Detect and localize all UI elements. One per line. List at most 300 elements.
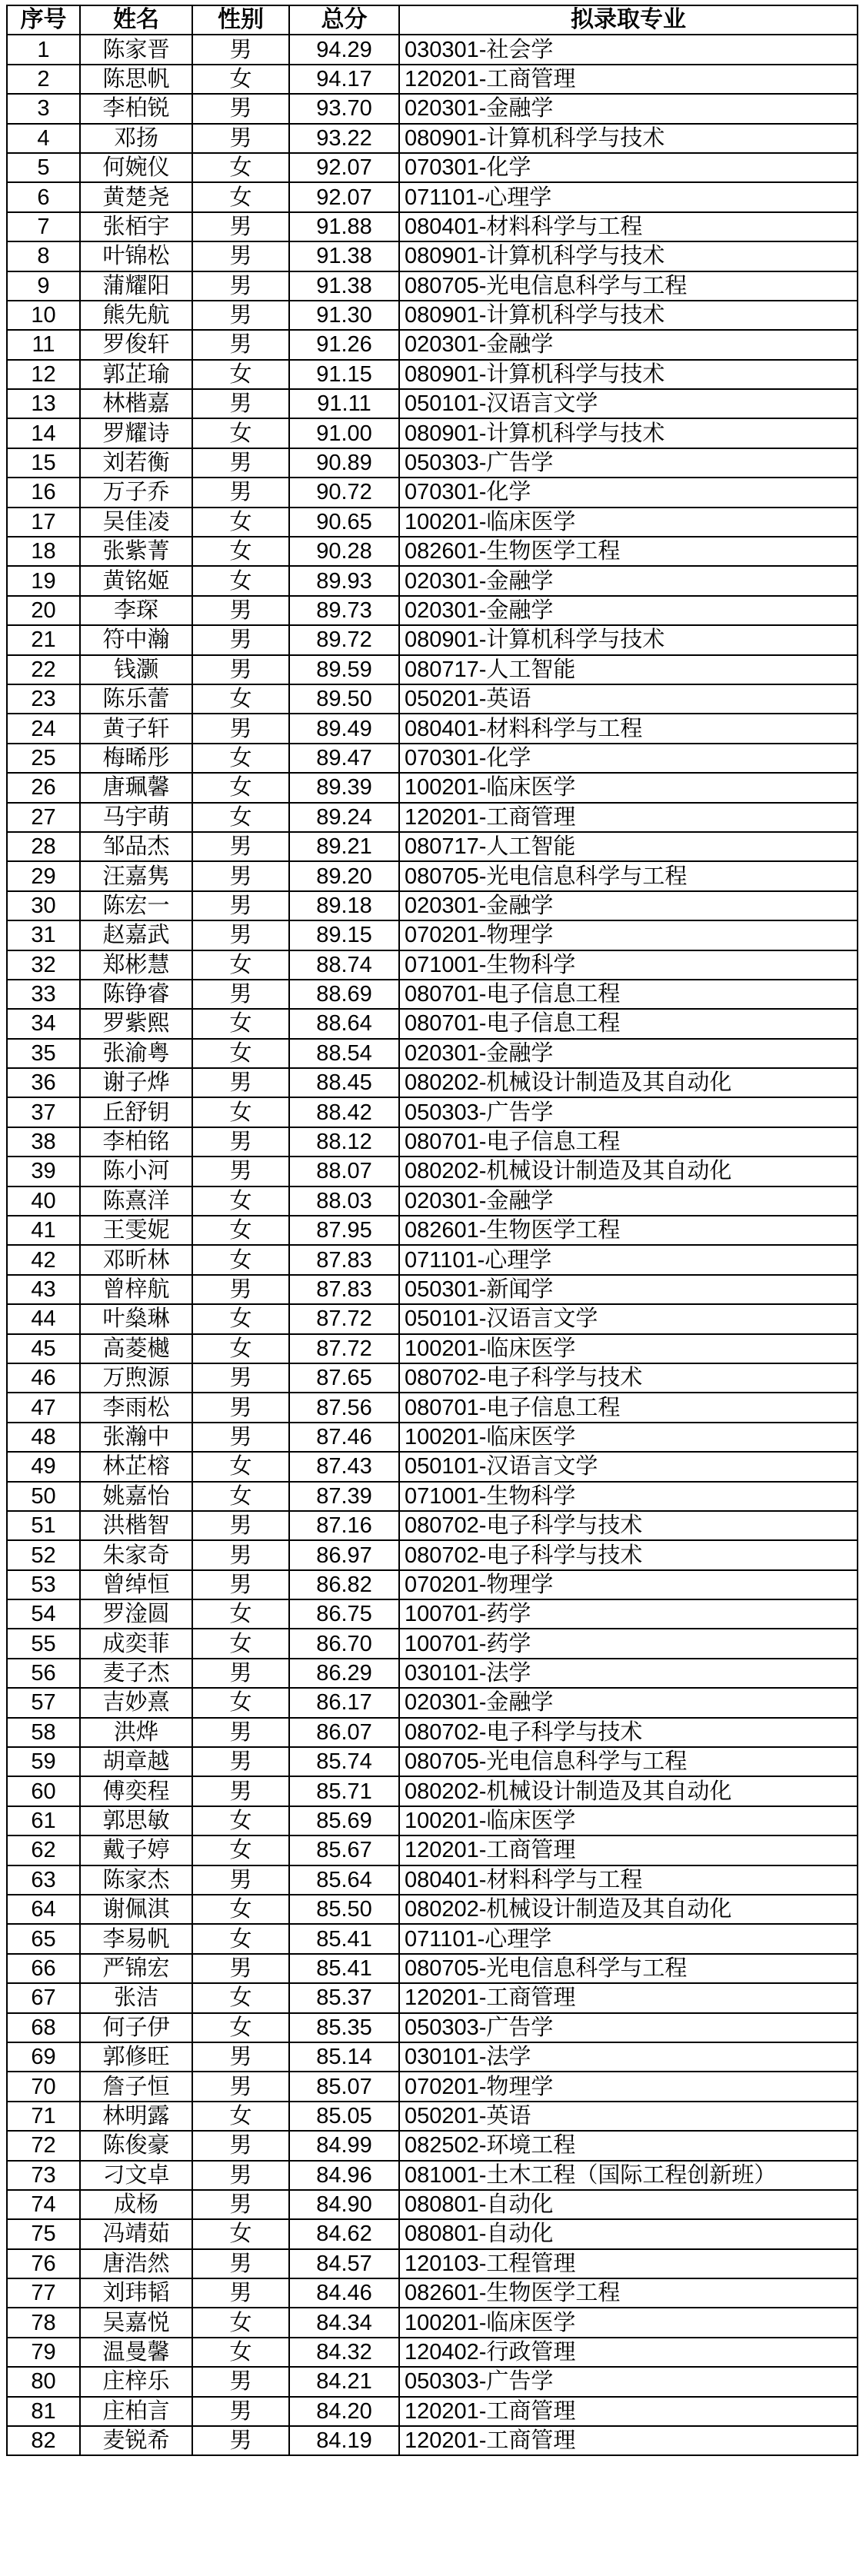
cell-name: 梅晞彤: [80, 744, 192, 773]
cell-name: 黄铭姬: [80, 566, 192, 595]
cell-serial-no: 34: [7, 1009, 80, 1038]
cell-serial-no: 3: [7, 94, 80, 123]
cell-total-score: 88.03: [289, 1186, 399, 1216]
cell-gender: 男: [192, 1570, 289, 1599]
table-row: [7, 418, 858, 448]
cell-total-score: 89.72: [289, 625, 399, 654]
cell-total-score: 87.83: [289, 1275, 399, 1304]
cell-admitted-major: 050301-新闻学: [399, 1275, 858, 1304]
cell-name: 张洁: [80, 1983, 192, 2012]
cell-name: 姚嘉怡: [80, 1482, 192, 1511]
cell-admitted-major: 080701-电子信息工程: [399, 980, 858, 1009]
cell-name: 陈家杰: [80, 1865, 192, 1895]
table-row: [7, 1216, 858, 1245]
cell-admitted-major: 070301-化学: [399, 744, 858, 773]
cell-total-score: 87.83: [289, 1245, 399, 1274]
cell-gender: 女: [192, 1835, 289, 1865]
cell-total-score: 87.39: [289, 1482, 399, 1511]
cell-total-score: 84.46: [289, 2278, 399, 2308]
table-row: [7, 2131, 858, 2160]
cell-total-score: 92.07: [289, 182, 399, 211]
cell-name: 陈铮睿: [80, 980, 192, 1009]
cell-gender: 男: [192, 2042, 289, 2072]
cell-admitted-major: 071001-生物科学: [399, 1482, 858, 1511]
cell-serial-no: 35: [7, 1039, 80, 1068]
table-row: [7, 1688, 858, 1717]
cell-serial-no: 50: [7, 1482, 80, 1511]
cell-admitted-major: 080717-人工智能: [399, 832, 858, 861]
cell-name: 汪嘉隽: [80, 861, 192, 890]
cell-total-score: 86.17: [289, 1688, 399, 1717]
cell-total-score: 91.26: [289, 330, 399, 359]
cell-admitted-major: 120201-工商管理: [399, 2426, 858, 2455]
table-row: [7, 1097, 858, 1127]
header-gender: 性别: [192, 5, 289, 35]
cell-serial-no: 31: [7, 920, 80, 950]
cell-name: 罗淦圆: [80, 1599, 192, 1629]
cell-gender: 男: [192, 94, 289, 123]
cell-name: 张紫菁: [80, 537, 192, 566]
cell-gender: 女: [192, 773, 289, 802]
cell-gender: 男: [192, 241, 289, 271]
cell-gender: 女: [192, 508, 289, 537]
cell-serial-no: 69: [7, 2042, 80, 2072]
cell-serial-no: 11: [7, 330, 80, 359]
cell-serial-no: 63: [7, 1865, 80, 1895]
cell-name: 陈宏一: [80, 891, 192, 920]
table-row: [7, 1806, 858, 1835]
cell-serial-no: 28: [7, 832, 80, 861]
cell-admitted-major: 020301-金融学: [399, 94, 858, 123]
cell-admitted-major: 120201-工商管理: [399, 2397, 858, 2426]
cell-total-score: 87.43: [289, 1452, 399, 1481]
table-row: [7, 1835, 858, 1865]
cell-gender: 男: [192, 2278, 289, 2308]
cell-admitted-major: 050101-汉语言文学: [399, 389, 858, 418]
cell-name: 黄子轩: [80, 714, 192, 743]
cell-gender: 男: [192, 2426, 289, 2455]
cell-total-score: 90.89: [289, 448, 399, 478]
cell-total-score: 85.69: [289, 1806, 399, 1835]
admission-list-sheet: [6, 5, 858, 2456]
cell-admitted-major: 080401-材料科学与工程: [399, 714, 858, 743]
cell-admitted-major: 050303-广告学: [399, 2367, 858, 2396]
table-row: [7, 2338, 858, 2367]
cell-name: 罗紫熙: [80, 1009, 192, 1038]
table-row: [7, 301, 858, 330]
cell-total-score: 88.07: [289, 1157, 399, 1186]
cell-serial-no: 59: [7, 1747, 80, 1776]
cell-gender: 男: [192, 2131, 289, 2160]
cell-serial-no: 2: [7, 65, 80, 94]
cell-serial-no: 9: [7, 271, 80, 301]
cell-serial-no: 37: [7, 1097, 80, 1127]
cell-admitted-major: 080901-计算机科学与技术: [399, 301, 858, 330]
cell-admitted-major: 080801-自动化: [399, 2219, 858, 2248]
cell-admitted-major: 100201-临床医学: [399, 773, 858, 802]
cell-total-score: 91.00: [289, 418, 399, 448]
cell-total-score: 85.35: [289, 2013, 399, 2042]
cell-serial-no: 32: [7, 950, 80, 980]
cell-total-score: 87.46: [289, 1423, 399, 1452]
cell-gender: 女: [192, 2013, 289, 2042]
cell-gender: 女: [192, 1629, 289, 1658]
cell-total-score: 92.07: [289, 153, 399, 182]
cell-name: 刘玮韬: [80, 2278, 192, 2308]
table-row: [7, 1954, 858, 1983]
cell-total-score: 87.65: [289, 1363, 399, 1393]
cell-total-score: 84.20: [289, 2397, 399, 2426]
cell-admitted-major: 071001-生物科学: [399, 950, 858, 980]
cell-serial-no: 58: [7, 1718, 80, 1747]
cell-serial-no: 39: [7, 1157, 80, 1186]
cell-gender: 男: [192, 212, 289, 241]
cell-name: 李柏铭: [80, 1127, 192, 1157]
table-row: [7, 1304, 858, 1333]
cell-total-score: 88.12: [289, 1127, 399, 1157]
cell-total-score: 88.64: [289, 1009, 399, 1038]
cell-gender: 男: [192, 1511, 289, 1540]
cell-serial-no: 57: [7, 1688, 80, 1717]
cell-total-score: 89.49: [289, 714, 399, 743]
cell-gender: 女: [192, 2219, 289, 2248]
cell-admitted-major: 100701-药学: [399, 1599, 858, 1629]
cell-gender: 男: [192, 1275, 289, 1304]
cell-admitted-major: 020301-金融学: [399, 1688, 858, 1717]
cell-total-score: 89.47: [289, 744, 399, 773]
cell-gender: 男: [192, 2190, 289, 2219]
cell-name: 李柏锐: [80, 94, 192, 123]
cell-name: 庄柏言: [80, 2397, 192, 2426]
table-row: [7, 1245, 858, 1274]
cell-serial-no: 65: [7, 1924, 80, 1953]
table-row: [7, 2219, 858, 2248]
cell-gender: 女: [192, 153, 289, 182]
cell-total-score: 85.14: [289, 2042, 399, 2072]
cell-total-score: 91.88: [289, 212, 399, 241]
table-row: [7, 1718, 858, 1747]
table-row: [7, 2367, 858, 2396]
cell-name: 叶锦松: [80, 241, 192, 271]
cell-gender: 女: [192, 1482, 289, 1511]
cell-name: 陈家晋: [80, 35, 192, 64]
cell-name: 叶燊琳: [80, 1304, 192, 1333]
table-row: [7, 1865, 858, 1895]
table-row: [7, 1393, 858, 1422]
cell-total-score: 84.19: [289, 2426, 399, 2455]
cell-serial-no: 29: [7, 861, 80, 890]
cell-serial-no: 47: [7, 1393, 80, 1422]
cell-total-score: 86.29: [289, 1659, 399, 1688]
cell-total-score: 88.54: [289, 1039, 399, 1068]
cell-name: 冯靖茹: [80, 2219, 192, 2248]
cell-name: 詹子恒: [80, 2072, 192, 2101]
cell-serial-no: 74: [7, 2190, 80, 2219]
cell-gender: 女: [192, 950, 289, 980]
table-row: [7, 1157, 858, 1186]
cell-gender: 男: [192, 596, 289, 625]
table-row: [7, 35, 858, 64]
cell-name: 罗耀诗: [80, 418, 192, 448]
table-row: [7, 2308, 858, 2337]
cell-gender: 男: [192, 920, 289, 950]
cell-admitted-major: 020301-金融学: [399, 596, 858, 625]
table-row: [7, 891, 858, 920]
table-row: [7, 1540, 858, 1569]
cell-serial-no: 56: [7, 1659, 80, 1688]
cell-name: 刘若衡: [80, 448, 192, 478]
cell-admitted-major: 080901-计算机科学与技术: [399, 625, 858, 654]
table-row: [7, 2161, 858, 2190]
cell-total-score: 84.34: [289, 2308, 399, 2337]
cell-total-score: 91.30: [289, 301, 399, 330]
cell-gender: 男: [192, 1865, 289, 1895]
cell-name: 麦锐希: [80, 2426, 192, 2455]
cell-total-score: 84.96: [289, 2161, 399, 2190]
cell-admitted-major: 100201-临床医学: [399, 1806, 858, 1835]
cell-serial-no: 26: [7, 773, 80, 802]
cell-admitted-major: 080702-电子科学与技术: [399, 1511, 858, 1540]
cell-name: 符中瀚: [80, 625, 192, 654]
cell-name: 陈小河: [80, 1157, 192, 1186]
cell-total-score: 91.38: [289, 241, 399, 271]
table-row: [7, 920, 858, 950]
table-row: [7, 566, 858, 595]
cell-gender: 男: [192, 124, 289, 153]
cell-total-score: 89.15: [289, 920, 399, 950]
cell-gender: 女: [192, 1806, 289, 1835]
cell-gender: 男: [192, 330, 289, 359]
cell-total-score: 93.70: [289, 94, 399, 123]
cell-serial-no: 79: [7, 2338, 80, 2367]
cell-name: 邓昕林: [80, 1245, 192, 1274]
cell-serial-no: 21: [7, 625, 80, 654]
cell-admitted-major: 100201-临床医学: [399, 1423, 858, 1452]
table-row: [7, 744, 858, 773]
table-row: [7, 537, 858, 566]
cell-serial-no: 43: [7, 1275, 80, 1304]
cell-serial-no: 22: [7, 655, 80, 684]
cell-admitted-major: 080705-光电信息科学与工程: [399, 271, 858, 301]
cell-name: 洪楷智: [80, 1511, 192, 1540]
cell-serial-no: 61: [7, 1806, 80, 1835]
cell-serial-no: 49: [7, 1452, 80, 1481]
cell-total-score: 90.65: [289, 508, 399, 537]
cell-admitted-major: 050303-广告学: [399, 1097, 858, 1127]
cell-gender: 男: [192, 1127, 289, 1157]
cell-admitted-major: 081001-土木工程（国际工程创新班）: [399, 2161, 858, 2190]
cell-total-score: 84.62: [289, 2219, 399, 2248]
cell-total-score: 88.74: [289, 950, 399, 980]
cell-serial-no: 54: [7, 1599, 80, 1629]
table-row: [7, 508, 858, 537]
cell-serial-no: 53: [7, 1570, 80, 1599]
cell-admitted-major: 100201-临床医学: [399, 1334, 858, 1363]
cell-total-score: 85.07: [289, 2072, 399, 2101]
cell-total-score: 87.95: [289, 1216, 399, 1245]
cell-total-score: 85.71: [289, 1776, 399, 1806]
table-row: [7, 2190, 858, 2219]
cell-admitted-major: 080702-电子科学与技术: [399, 1363, 858, 1393]
cell-total-score: 86.97: [289, 1540, 399, 1569]
cell-name: 麦子杰: [80, 1659, 192, 1688]
table-row: [7, 832, 858, 861]
cell-serial-no: 16: [7, 478, 80, 507]
cell-gender: 男: [192, 655, 289, 684]
cell-gender: 男: [192, 832, 289, 861]
cell-gender: 男: [192, 1393, 289, 1422]
cell-serial-no: 42: [7, 1245, 80, 1274]
cell-gender: 女: [192, 1983, 289, 2012]
cell-name: 郭芷瑜: [80, 360, 192, 389]
cell-serial-no: 30: [7, 891, 80, 920]
cell-serial-no: 62: [7, 1835, 80, 1865]
table-row: [7, 2013, 858, 2042]
cell-total-score: 89.18: [289, 891, 399, 920]
cell-gender: 男: [192, 1954, 289, 1983]
cell-admitted-major: 100201-临床医学: [399, 508, 858, 537]
cell-gender: 女: [192, 744, 289, 773]
cell-gender: 女: [192, 1599, 289, 1629]
table-row: [7, 478, 858, 507]
table-row: [7, 1452, 858, 1481]
table-row: [7, 1334, 858, 1363]
cell-gender: 男: [192, 1157, 289, 1186]
cell-admitted-major: 082502-环境工程: [399, 2131, 858, 2160]
table-row: [7, 1599, 858, 1629]
cell-gender: 男: [192, 448, 289, 478]
cell-total-score: 91.11: [289, 389, 399, 418]
cell-serial-no: 38: [7, 1127, 80, 1157]
cell-serial-no: 17: [7, 508, 80, 537]
table-row: [7, 448, 858, 478]
cell-total-score: 91.15: [289, 360, 399, 389]
cell-serial-no: 82: [7, 2426, 80, 2455]
cell-serial-no: 70: [7, 2072, 80, 2101]
cell-admitted-major: 080701-电子信息工程: [399, 1127, 858, 1157]
cell-name: 傅奕程: [80, 1776, 192, 1806]
cell-gender: 男: [192, 2367, 289, 2396]
cell-serial-no: 36: [7, 1068, 80, 1097]
cell-admitted-major: 100701-药学: [399, 1629, 858, 1658]
cell-name: 洪烨: [80, 1718, 192, 1747]
cell-serial-no: 19: [7, 566, 80, 595]
cell-admitted-major: 080702-电子科学与技术: [399, 1540, 858, 1569]
cell-name: 吴佳凌: [80, 508, 192, 537]
table-row: [7, 714, 858, 743]
cell-admitted-major: 080901-计算机科学与技术: [399, 241, 858, 271]
header-admitted-major: 拟录取专业: [399, 5, 858, 35]
cell-total-score: 88.42: [289, 1097, 399, 1127]
cell-serial-no: 7: [7, 212, 80, 241]
cell-total-score: 89.20: [289, 861, 399, 890]
table-row: [7, 241, 858, 271]
cell-total-score: 88.69: [289, 980, 399, 1009]
cell-total-score: 89.73: [289, 596, 399, 625]
cell-serial-no: 27: [7, 803, 80, 832]
cell-name: 温曼馨: [80, 2338, 192, 2367]
cell-name: 张瀚中: [80, 1423, 192, 1452]
cell-admitted-major: 070201-物理学: [399, 2072, 858, 2101]
cell-admitted-major: 080202-机械设计制造及其自动化: [399, 1157, 858, 1186]
cell-name: 郭思敏: [80, 1806, 192, 1835]
cell-gender: 女: [192, 182, 289, 211]
table-row: [7, 153, 858, 182]
cell-admitted-major: 080401-材料科学与工程: [399, 212, 858, 241]
cell-serial-no: 80: [7, 2367, 80, 2396]
cell-total-score: 84.57: [289, 2249, 399, 2278]
table-row: [7, 1423, 858, 1452]
cell-total-score: 85.37: [289, 1983, 399, 2012]
cell-gender: 女: [192, 684, 289, 714]
cell-serial-no: 14: [7, 418, 80, 448]
cell-total-score: 93.22: [289, 124, 399, 153]
cell-admitted-major: 020301-金融学: [399, 330, 858, 359]
cell-admitted-major: 082601-生物医学工程: [399, 537, 858, 566]
table-row: [7, 2278, 858, 2308]
cell-serial-no: 71: [7, 2102, 80, 2131]
cell-admitted-major: 070301-化学: [399, 478, 858, 507]
cell-admitted-major: 020301-金融学: [399, 891, 858, 920]
cell-name: 吴嘉悦: [80, 2308, 192, 2337]
cell-total-score: 89.24: [289, 803, 399, 832]
cell-total-score: 85.64: [289, 1865, 399, 1895]
cell-name: 林芷榕: [80, 1452, 192, 1481]
cell-name: 陈思帆: [80, 65, 192, 94]
cell-gender: 男: [192, 1659, 289, 1688]
cell-total-score: 87.72: [289, 1304, 399, 1333]
cell-total-score: 85.74: [289, 1747, 399, 1776]
cell-total-score: 91.38: [289, 271, 399, 301]
cell-gender: 男: [192, 625, 289, 654]
cell-gender: 男: [192, 35, 289, 64]
cell-gender: 男: [192, 1747, 289, 1776]
cell-gender: 女: [192, 1688, 289, 1717]
cell-name: 刁文卓: [80, 2161, 192, 2190]
cell-gender: 男: [192, 1540, 289, 1569]
cell-name: 李易帆: [80, 1924, 192, 1953]
cell-total-score: 89.93: [289, 566, 399, 595]
cell-serial-no: 48: [7, 1423, 80, 1452]
table-row: [7, 1776, 858, 1806]
cell-total-score: 85.05: [289, 2102, 399, 2131]
table-row: [7, 2042, 858, 2072]
header-total-score: 总分: [289, 5, 399, 35]
cell-admitted-major: 071101-心理学: [399, 1924, 858, 1953]
cell-gender: 女: [192, 2102, 289, 2131]
table-row: [7, 212, 858, 241]
cell-name: 庄梓乐: [80, 2367, 192, 2396]
table-row: [7, 596, 858, 625]
table-row: [7, 1039, 858, 1068]
cell-total-score: 88.45: [289, 1068, 399, 1097]
cell-gender: 男: [192, 1363, 289, 1393]
cell-gender: 男: [192, 1423, 289, 1452]
cell-admitted-major: 120201-工商管理: [399, 803, 858, 832]
cell-name: 丘舒钥: [80, 1097, 192, 1127]
cell-gender: 男: [192, 478, 289, 507]
cell-admitted-major: 080202-机械设计制造及其自动化: [399, 1895, 858, 1924]
cell-name: 万煦源: [80, 1363, 192, 1393]
cell-name: 高菱樾: [80, 1334, 192, 1363]
table-row: [7, 1127, 858, 1157]
cell-admitted-major: 070201-物理学: [399, 1570, 858, 1599]
table-row: [7, 1009, 858, 1038]
cell-gender: 男: [192, 271, 289, 301]
table-row: [7, 1186, 858, 1216]
cell-serial-no: 44: [7, 1304, 80, 1333]
cell-name: 吉妙熹: [80, 1688, 192, 1717]
